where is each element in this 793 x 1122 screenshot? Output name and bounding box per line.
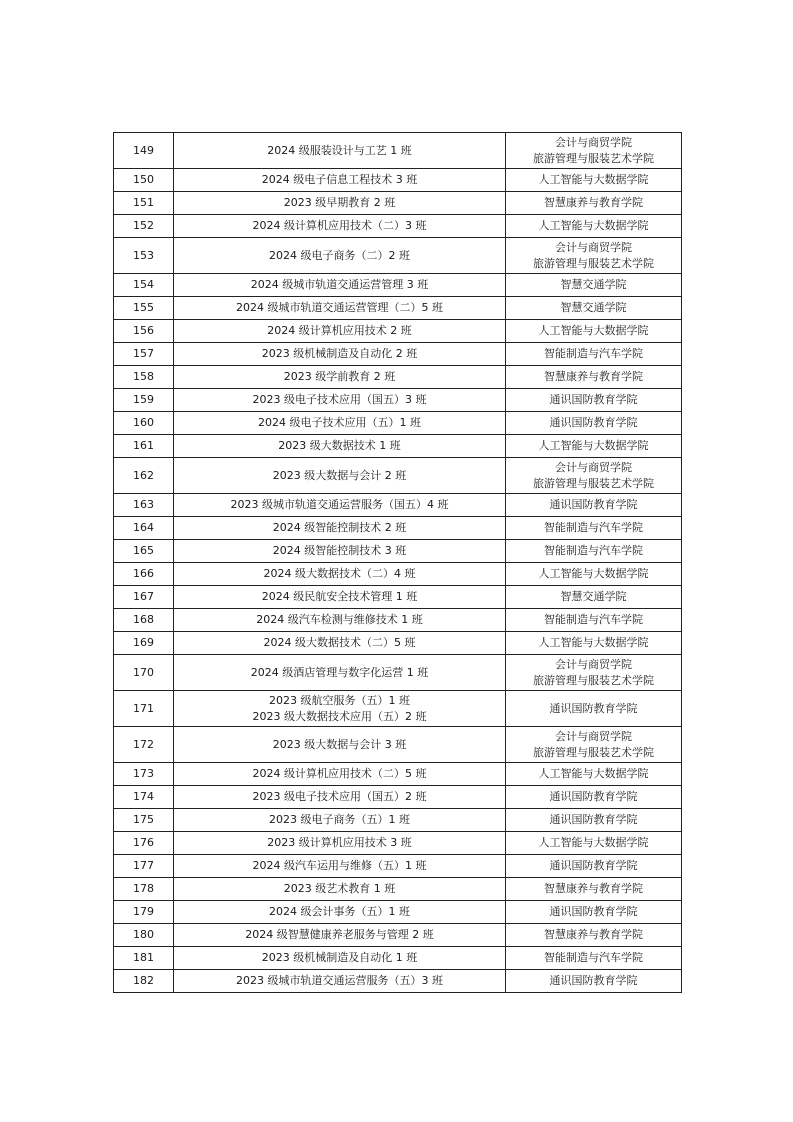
- row-number: 170: [114, 655, 174, 691]
- table-row: [114, 215, 682, 238]
- row-number: 169: [114, 632, 174, 655]
- class-name-cell: [174, 727, 506, 763]
- row-number: 157: [114, 343, 174, 366]
- row-number: 166: [114, 563, 174, 586]
- row-number: 156: [114, 320, 174, 343]
- row-number: 160: [114, 412, 174, 435]
- class-name: 2024 级计算机应用技术（二）5 班: [252, 767, 427, 781]
- college-cell: [506, 133, 682, 169]
- table-row: [114, 412, 682, 435]
- row-number: 155: [114, 297, 174, 320]
- college-name: 通识国防教育学院: [549, 498, 638, 512]
- college-cell: [506, 389, 682, 412]
- table-row: [114, 832, 682, 855]
- class-name: 2023 级航空服务（五）1 班: [269, 694, 410, 707]
- row-number: 172: [114, 727, 174, 763]
- college-name: 通识国防教育学院: [549, 813, 638, 827]
- class-name: 2023 级电子技术应用（国五）3 班: [252, 393, 427, 407]
- college-name: 人工智能与大数据学院: [538, 636, 649, 650]
- college-cell: [506, 458, 682, 494]
- row-number: 149: [114, 133, 174, 169]
- college-name: 智慧交通学院: [560, 590, 627, 604]
- class-name: 2023 级艺术教育 1 班: [283, 882, 396, 896]
- row-number: 153: [114, 238, 174, 274]
- class-name-cell: [174, 274, 506, 297]
- class-name-cell: [174, 809, 506, 832]
- table-row: [114, 169, 682, 192]
- class-name-cell: [174, 655, 506, 691]
- class-name: 2024 级服装设计与工艺 1 班: [267, 143, 412, 157]
- table-row: [114, 855, 682, 878]
- college-name: 智慧康养与教育学院: [544, 196, 643, 210]
- college-name: 通识国防教育学院: [549, 416, 638, 430]
- row-number: 165: [114, 540, 174, 563]
- class-name-cell: [174, 786, 506, 809]
- college-name: 智能制造与汽车学院: [544, 951, 643, 965]
- table-row: [114, 878, 682, 901]
- table-row: [114, 924, 682, 947]
- row-number: 176: [114, 832, 174, 855]
- class-name: 2024 级民航安全技术管理 1 班: [261, 590, 418, 604]
- class-name-cell: [174, 632, 506, 655]
- class-name: 2024 级酒店管理与数字化运营 1 班: [250, 665, 429, 679]
- class-name: 2024 级汽车检测与维修技术 1 班: [256, 613, 423, 627]
- class-name-cell: [174, 133, 506, 169]
- college-name: 会计与商贸学院: [555, 241, 632, 254]
- row-number: 158: [114, 366, 174, 389]
- college-cell: [506, 691, 682, 727]
- row-number: 162: [114, 458, 174, 494]
- college-cell: [506, 494, 682, 517]
- college-cell: [506, 412, 682, 435]
- class-name-cell: [174, 517, 506, 540]
- college-name: 旅游管理与服装艺术学院: [533, 151, 654, 165]
- class-name: 2023 级学前教育 2 班: [283, 370, 396, 384]
- college-name: 人工智能与大数据学院: [538, 324, 649, 338]
- college-cell: [506, 655, 682, 691]
- table-row: [114, 435, 682, 458]
- table-row: [114, 970, 682, 993]
- class-name-cell: [174, 458, 506, 494]
- class-name: 2023 级城市轨道交通运营服务（国五）4 班: [230, 498, 449, 512]
- college-name: 通识国防教育学院: [549, 790, 638, 804]
- row-number: 175: [114, 809, 174, 832]
- class-name-cell: [174, 832, 506, 855]
- class-name-cell: [174, 215, 506, 238]
- class-name-cell: [174, 540, 506, 563]
- class-name-cell: [174, 855, 506, 878]
- table-row: [114, 563, 682, 586]
- college-name: 通识国防教育学院: [549, 393, 638, 407]
- table-row: [114, 494, 682, 517]
- table-row: [114, 586, 682, 609]
- row-number: 178: [114, 878, 174, 901]
- college-cell: [506, 366, 682, 389]
- class-name-cell: [174, 901, 506, 924]
- college-cell: [506, 563, 682, 586]
- table-row: [114, 727, 682, 763]
- table-row: [114, 320, 682, 343]
- college-name: 智能制造与汽车学院: [544, 521, 643, 535]
- college-cell: [506, 832, 682, 855]
- college-cell: [506, 727, 682, 763]
- college-cell: [506, 809, 682, 832]
- table-row: [114, 809, 682, 832]
- college-cell: [506, 901, 682, 924]
- college-cell: [506, 192, 682, 215]
- row-number: 174: [114, 786, 174, 809]
- college-name: 会计与商贸学院: [555, 461, 632, 474]
- college-name: 智慧交通学院: [560, 301, 627, 315]
- table-row: [114, 366, 682, 389]
- table-row: [114, 192, 682, 215]
- class-name: 2024 级大数据技术（二）4 班: [263, 567, 416, 581]
- class-name-cell: [174, 320, 506, 343]
- class-name-cell: [174, 691, 506, 727]
- class-name: 2023 级大数据与会计 3 班: [272, 737, 407, 751]
- table-row: [114, 947, 682, 970]
- table-row: [114, 901, 682, 924]
- college-name: 会计与商贸学院: [555, 658, 632, 671]
- class-name-cell: [174, 389, 506, 412]
- class-name: 2024 级电子商务（二）2 班: [269, 248, 410, 262]
- table-row: [114, 274, 682, 297]
- row-number: 164: [114, 517, 174, 540]
- class-name-cell: [174, 238, 506, 274]
- college-cell: [506, 586, 682, 609]
- table-row: [114, 133, 682, 169]
- college-name: 智能制造与汽车学院: [544, 544, 643, 558]
- table-row: [114, 238, 682, 274]
- college-cell: [506, 320, 682, 343]
- table-row: [114, 517, 682, 540]
- class-name: 2024 级智慧健康养老服务与管理 2 班: [245, 928, 434, 942]
- table-row: [114, 458, 682, 494]
- table-row: [114, 763, 682, 786]
- college-name: 智慧康养与教育学院: [544, 882, 643, 896]
- class-name-cell: [174, 366, 506, 389]
- college-cell: [506, 924, 682, 947]
- class-name: 2024 级城市轨道交通运营管理（二）5 班: [236, 301, 443, 315]
- college-name: 通识国防教育学院: [549, 701, 638, 715]
- college-cell: [506, 632, 682, 655]
- college-cell: [506, 343, 682, 366]
- class-name: 2023 级早期教育 2 班: [283, 196, 396, 210]
- row-number: 179: [114, 901, 174, 924]
- class-name: 2023 级电子技术应用（国五）2 班: [252, 790, 427, 804]
- class-name-cell: [174, 924, 506, 947]
- row-number: 150: [114, 169, 174, 192]
- class-name-cell: [174, 192, 506, 215]
- college-cell: [506, 970, 682, 993]
- row-number: 168: [114, 609, 174, 632]
- college-name: 智慧交通学院: [560, 278, 627, 292]
- class-name: 2023 级大数据技术 1 班: [278, 439, 401, 453]
- class-name: 2024 级城市轨道交通运营管理 3 班: [250, 278, 429, 292]
- college-name: 会计与商贸学院: [555, 136, 632, 149]
- class-name: 2024 级智能控制技术 2 班: [272, 521, 407, 535]
- row-number: 159: [114, 389, 174, 412]
- college-cell: [506, 274, 682, 297]
- table-row: [114, 389, 682, 412]
- class-name: 2024 级大数据技术（二）5 班: [263, 636, 416, 650]
- college-cell: [506, 517, 682, 540]
- college-cell: [506, 855, 682, 878]
- college-cell: [506, 215, 682, 238]
- college-cell: [506, 786, 682, 809]
- class-college-table: [113, 132, 682, 993]
- class-name: 2024 级会计事务（五）1 班: [269, 905, 410, 919]
- class-name-cell: [174, 586, 506, 609]
- college-name: 通识国防教育学院: [549, 974, 638, 988]
- class-name-cell: [174, 563, 506, 586]
- class-name-cell: [174, 435, 506, 458]
- row-number: 167: [114, 586, 174, 609]
- class-name: 2023 级电子商务（五）1 班: [269, 813, 410, 827]
- table-row: [114, 343, 682, 366]
- class-name-cell: [174, 763, 506, 786]
- college-name: 智慧康养与教育学院: [544, 928, 643, 942]
- college-cell: [506, 297, 682, 320]
- row-number: 177: [114, 855, 174, 878]
- class-name: 2024 级汽车运用与维修（五）1 班: [252, 859, 427, 873]
- class-name: 2023 级机械制造及自动化 2 班: [261, 347, 418, 361]
- college-name: 旅游管理与服装艺术学院: [533, 256, 654, 270]
- class-name-cell: [174, 947, 506, 970]
- college-cell: [506, 763, 682, 786]
- table-row: [114, 297, 682, 320]
- row-number: 154: [114, 274, 174, 297]
- table-row: [114, 540, 682, 563]
- college-name: 智慧康养与教育学院: [544, 370, 643, 384]
- document-page: [113, 132, 681, 993]
- class-name: 2024 级智能控制技术 3 班: [272, 544, 407, 558]
- college-name: 人工智能与大数据学院: [538, 439, 649, 453]
- class-name: 2024 级电子技术应用（五）1 班: [258, 416, 421, 430]
- class-name: 2023 级大数据与会计 2 班: [272, 468, 407, 482]
- college-cell: [506, 238, 682, 274]
- class-name: 2024 级电子信息工程技术 3 班: [261, 173, 418, 187]
- table-row: [114, 632, 682, 655]
- class-name-cell: [174, 343, 506, 366]
- college-name: 通识国防教育学院: [549, 859, 638, 873]
- row-number: 161: [114, 435, 174, 458]
- college-cell: [506, 609, 682, 632]
- row-number: 171: [114, 691, 174, 727]
- table-row: [114, 691, 682, 727]
- table-row: [114, 655, 682, 691]
- class-name: 2023 级城市轨道交通运营服务（五）3 班: [236, 974, 443, 988]
- row-number: 180: [114, 924, 174, 947]
- row-number: 182: [114, 970, 174, 993]
- college-name: 旅游管理与服装艺术学院: [533, 476, 654, 490]
- college-name: 人工智能与大数据学院: [538, 836, 649, 850]
- college-name: 智能制造与汽车学院: [544, 613, 643, 627]
- row-number: 163: [114, 494, 174, 517]
- college-cell: [506, 169, 682, 192]
- college-name: 会计与商贸学院: [555, 730, 632, 743]
- class-name: 2024 级计算机应用技术 2 班: [267, 324, 412, 338]
- table-body: [114, 133, 682, 993]
- college-name: 人工智能与大数据学院: [538, 173, 649, 187]
- class-name: 2023 级计算机应用技术 3 班: [267, 836, 412, 850]
- class-name-cell: [174, 609, 506, 632]
- row-number: 151: [114, 192, 174, 215]
- row-number: 152: [114, 215, 174, 238]
- college-cell: [506, 947, 682, 970]
- row-number: 173: [114, 763, 174, 786]
- class-name: 2023 级大数据技术应用（五）2 班: [252, 709, 427, 723]
- class-name-cell: [174, 412, 506, 435]
- table-row: [114, 609, 682, 632]
- college-name: 旅游管理与服装艺术学院: [533, 745, 654, 759]
- class-name-cell: [174, 169, 506, 192]
- college-cell: [506, 878, 682, 901]
- class-name-cell: [174, 297, 506, 320]
- class-name: 2024 级计算机应用技术（二）3 班: [252, 219, 427, 233]
- college-name: 通识国防教育学院: [549, 905, 638, 919]
- college-name: 人工智能与大数据学院: [538, 567, 649, 581]
- college-name: 人工智能与大数据学院: [538, 767, 649, 781]
- college-name: 人工智能与大数据学院: [538, 219, 649, 233]
- college-cell: [506, 435, 682, 458]
- class-name-cell: [174, 878, 506, 901]
- row-number: 181: [114, 947, 174, 970]
- class-name-cell: [174, 970, 506, 993]
- college-cell: [506, 540, 682, 563]
- class-name-cell: [174, 494, 506, 517]
- table-row: [114, 786, 682, 809]
- college-name: 智能制造与汽车学院: [544, 347, 643, 361]
- class-name: 2023 级机械制造及自动化 1 班: [261, 951, 418, 965]
- college-name: 旅游管理与服装艺术学院: [533, 673, 654, 687]
